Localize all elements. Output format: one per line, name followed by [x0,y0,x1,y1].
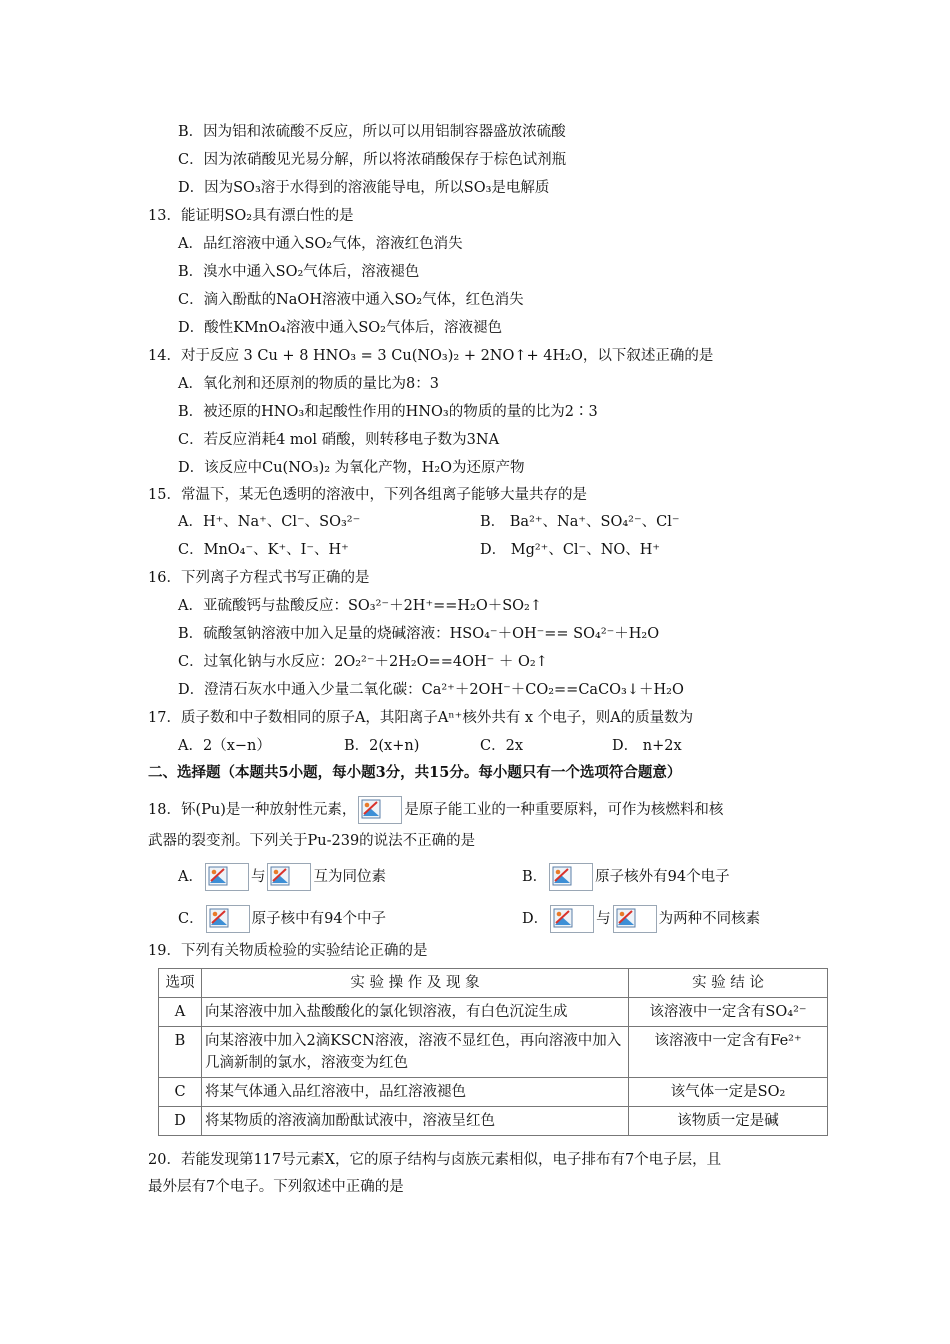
option-16c: C．过氧化钠与水反应：2O₂²⁻＋2H₂O==4OH⁻ ＋ O₂↑ [178,654,548,670]
row-operation: 将某气体通入品红溶液中，品红溶液褪色 [202,1078,629,1107]
option-17a: A．2（x−n） [178,738,271,754]
question-16: 16．下列离子方程式书写正确的是 [148,570,370,586]
option-13c: C．滴入酚酞的NaOH溶液中通入SO₂气体，红色消失 [178,292,524,308]
option-15d: D． Mg²⁺、Cl⁻、NO、H⁺ [480,542,661,558]
broken-image-icon [358,796,402,824]
option-18b [522,863,730,891]
option-label: C． [178,911,204,927]
question-18-line1 [148,796,723,824]
option-16d: D．澄清石灰水中通入少量二氧化碳：Ca²⁺＋2OH⁻＋CO₂==CaCO₃↓＋H₂O [178,682,684,698]
option-15a: A．H⁺、Na⁺、Cl⁻、SO₃²⁻ [178,514,361,530]
option-13d: D．酸性KMnO₄溶液中通入SO₂气体后，溶液褪色 [178,320,502,336]
option-12b: B．因为铝和浓硫酸不反应，所以可以用铝制容器盛放浓硫酸 [178,124,566,140]
row-operation: 将某物质的溶液滴加酚酞试液中，溶液呈红色 [202,1107,629,1136]
option-label: A． [178,869,203,885]
broken-image-icon [613,905,657,933]
table-row [159,1027,828,1078]
broken-image-icon [206,905,250,933]
row-conclusion: 该溶液中一定含有SO₄²⁻ [629,998,828,1027]
row-option: C [159,1078,202,1107]
broken-image-icon [549,863,593,891]
header-conclusion: 实 验 结 论 [629,969,828,998]
option-18d [522,905,760,933]
option-12c: C．因为浓硝酸见光易分解，所以将浓硝酸保存于棕色试剂瓶 [178,152,567,168]
row-operation: 向某溶液中加入2滴KSCN溶液，溶液不显红色，再向溶液中加入几滴新制的氯水，溶液变为红色 [202,1027,629,1078]
option-text: 与 [596,911,611,927]
option-17c: C．2x [480,738,523,754]
q18-text-post: 是原子能工业的一种重要原料，可作为核燃料和核 [404,802,724,818]
row-option: D [159,1107,202,1136]
question-17: 17．质子数和中子数相同的原子A，其阳离子Aⁿ⁺核外共有 x 个电子，则A的质量数为 [148,710,694,726]
question-20-line1: 20．若能发现第117号元素X，它的原子结构与卤族元素相似，电子排布有7个电子层，且 [148,1152,722,1168]
option-18a [178,863,386,891]
question-15: 15．常温下，某无色透明的溶液中，下列各组离子能够大量共存的是 [148,487,587,503]
question-20-line2: 最外层有7个电子。下列叙述中正确的是 [148,1179,404,1195]
option-text: 原子核外有94个电子 [595,869,730,885]
row-conclusion: 该物质一定是碱 [629,1107,828,1136]
question-18-line2: 武器的裂变剂。下列关于Pu-239的说法不正确的是 [148,833,476,849]
header-operation: 实 验 操 作 及 现 象 [202,969,629,998]
table-row [159,998,828,1027]
option-14b: B．被还原的HNO₃和起酸性作用的HNO₃的物质的量的比为2∶3 [178,404,598,420]
row-operation: 向某溶液中加入盐酸酸化的氯化钡溶液，有白色沉淀生成 [202,998,629,1027]
option-15b: B． Ba²⁺、Na⁺、SO₄²⁻、Cl⁻ [480,514,680,530]
option-12d: D．因为SO₃溶于水得到的溶液能导电，所以SO₃是电解质 [178,180,550,196]
option-15c: C．MnO₄⁻、K⁺、I⁻、H⁺ [178,542,349,558]
option-text: 与 [250,869,266,885]
question-14: 14．对于反应 3 Cu + 8 HNO₃ = 3 Cu(NO₃)₂ + 2NO↑+ 4H₂O，以下叙述正确的是 [148,348,714,364]
option-text: 原子核中有94个中子 [251,911,387,927]
option-label: B． [522,869,548,885]
broken-image-icon [205,863,249,891]
question-19: 19．下列有关物质检验的实验结论正确的是 [148,943,428,959]
row-conclusion: 该气体一定是SO₂ [629,1078,828,1107]
row-option: A [159,998,202,1027]
option-label: D． [522,911,549,927]
option-14c: C．若反应消耗4 mol 硝酸，则转移电子数为3NA [178,432,500,448]
broken-image-icon [267,863,311,891]
table-row [159,1078,828,1107]
option-16b: B．硫酸氢钠溶液中加入足量的烧碱溶液：HSO₄⁻＋OH⁻== SO₄²⁻＋H₂O [178,626,660,642]
broken-image-icon [550,905,594,933]
row-option: B [159,1027,202,1078]
experiment-table [158,968,828,1136]
section-2-heading: 二、选择题（本题共5小题，每小题3分，共15分。每小题只有一个选项符合题意） [148,764,682,781]
option-14a: A．氧化剂和还原剂的物质的量比为8：3 [178,376,439,392]
q18-text-pre: 18．钚(Pu)是一种放射性元素， [148,802,357,818]
table-header-row [159,969,828,998]
option-13b: B．溴水中通入SO₂气体后，溶液褪色 [178,264,420,280]
header-option: 选项 [159,969,202,998]
option-text: 为两种不同核素 [658,911,761,927]
option-text: 互为同位素 [313,869,386,885]
option-13a: A．品红溶液中通入SO₂气体，溶液红色消失 [178,236,463,252]
option-18c [178,905,386,933]
option-16a: A．亚硫酸钙与盐酸反应：SO₃²⁻＋2H⁺==H₂O＋SO₂↑ [178,598,543,614]
option-17d: D． n+2x [612,738,682,754]
table-row [159,1107,828,1136]
option-17b: B．2(x+n) [344,738,420,754]
row-conclusion: 该溶液中一定含有Fe²⁺ [629,1027,828,1078]
option-14d: D．该反应中Cu(NO₃)₂ 为氧化产物，H₂O为还原产物 [178,460,525,476]
question-13: 13．能证明SO₂具有漂白性的是 [148,208,354,224]
